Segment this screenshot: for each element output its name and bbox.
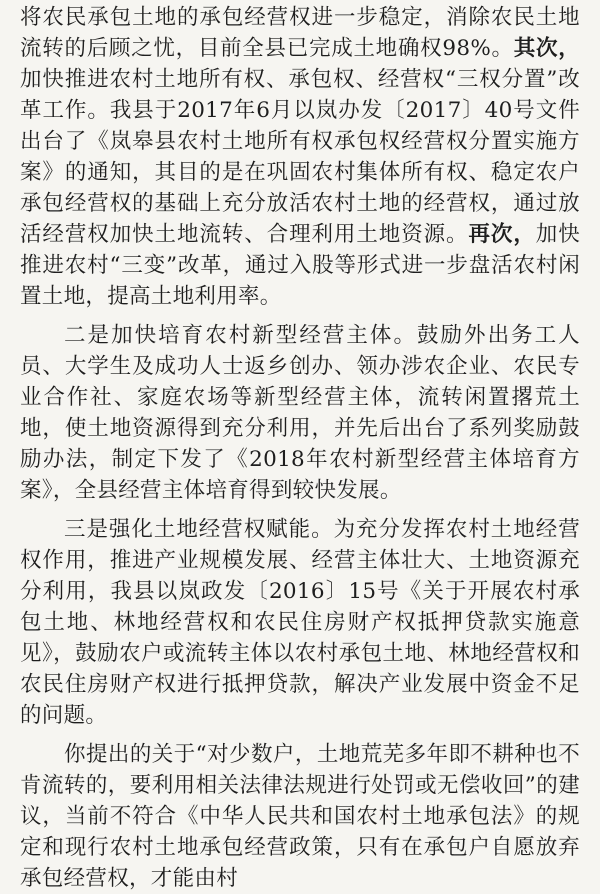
text-segment: 加快推进农村“三变”改革，通过入股等形式进一步盘活农村闲置土地，提高土地利用率。 (20, 222, 580, 309)
point-heading: 二是加快培育农村新型经营主体。 (64, 323, 417, 348)
point-heading: 三是强化土地经营权赋能。 (64, 517, 334, 542)
text-segment: 你提出的关于“对少数户，土地荒芜多年即不耕种也不肯流转的，要利用相关法律法规进行处罚或无偿收回”的建议，当前不符合《中华人民共和国农村土地承包法》的规定和现行农村土地承包经营政策，只有在承包户自愿放弃承包经营权，才能由村 (20, 742, 580, 891)
paragraph-reply-suggestion (20, 739, 580, 894)
paragraph-land-rights (20, 2, 580, 312)
text-segment: 加快推进农村土地所有权、承包权、经营权“三权分置”改革工作。我县于2017年6月以岚办发〔2017〕40号文件出台了《岚皋县农村土地所有权承包权经营权分置实施方案》的通知，其目的是在巩固农村集体所有权、稳定农户承包经营权的基础上充分放活农村土地的经营权，通过放活经营权加快土地流转、合理利用土地资源。 (20, 67, 580, 247)
paragraph-point-two (20, 320, 580, 506)
text-segment: 为充分发挥农村土地经营权作用，推进产业规模发展、经营主体壮大、土地资源充分利用，我县以岚政发〔2016〕15号《关于开展农村承包土地、林地经营权和农民住房财产权抵押贷款实施意见》，鼓励农户或流转主体以农村承包土地、林地经营权和农民住房财产权进行抵押贷款，解决产业发展中资金不足的问题。 (20, 517, 580, 728)
text-segment: 将农民承包土地的承包经营权进一步稳定，消除农民土地流转的后顾之忧，目前全县已完成土地确权98%。 (20, 5, 580, 61)
bold-lead-again: 再次， (468, 222, 536, 247)
bold-lead-next: 其次， (513, 36, 580, 61)
paragraph-point-three (20, 514, 580, 731)
text-segment: 鼓励外出务工人员、大学生及成功人士返乡创办、领办涉农企业、农民专业合作社、家庭农场等新型经营主体，流转闲置撂荒土地，使土地资源得到充分利用，并先后出台了系列奖励鼓励办法，制定下发了《2018年农村新型经营主体培育方案》，全县经营主体培育得到较快发展。 (20, 323, 580, 503)
